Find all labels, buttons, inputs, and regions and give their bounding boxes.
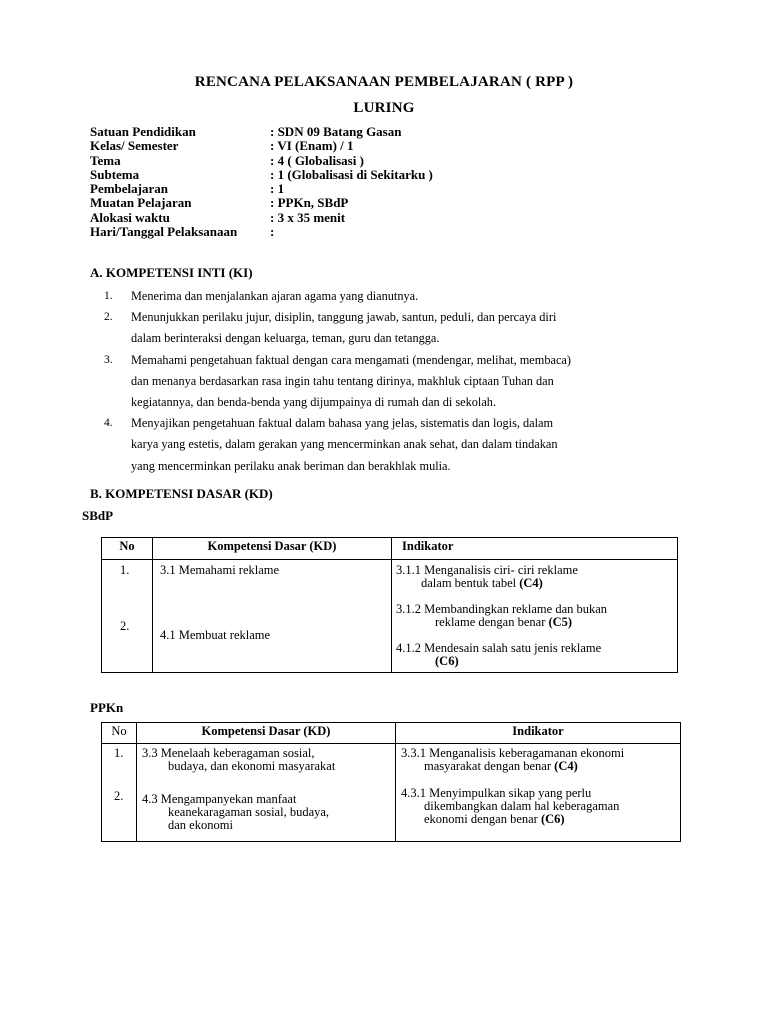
- info-value: : 4 ( Globalisasi ): [270, 152, 364, 168]
- ki-line: yang mencerminkan perilaku anak beriman dan berakhlak mulia.: [131, 458, 451, 473]
- ki-number: 1.: [104, 290, 113, 302]
- table-row: [102, 560, 678, 673]
- kd-table-sbdp: [101, 537, 678, 673]
- kd-text: dan ekonomi: [168, 818, 233, 832]
- kd-table-ppkn: [101, 722, 681, 842]
- ki-number: 2.: [104, 311, 113, 324]
- cell-no: [102, 560, 153, 673]
- info-value: : 1 (Globalisasi di Sekitarku ): [270, 166, 433, 182]
- cell-indikator: [392, 560, 678, 673]
- ki-line: Memahami pengetahuan faktual dengan cara mengamati (mendengar, melihat, membaca): [131, 352, 571, 367]
- cell-indikator: [396, 744, 681, 842]
- info-label: Tema: [90, 152, 121, 168]
- ki-item-4: [104, 413, 684, 477]
- ki-item-3: [104, 350, 684, 414]
- info-label: Hari/Tanggal Pelaksanaan: [90, 224, 238, 240]
- kd-text: 4.3 Mengampanyekan manfaat: [142, 792, 297, 806]
- info-value: :: [270, 224, 275, 240]
- indikator-text: 3.3.1 Menganalisis keberagamanan ekonomi: [401, 746, 625, 760]
- kd-text: keanekaragaman sosial, budaya,: [168, 805, 330, 819]
- ki-number: 4.: [104, 417, 113, 430]
- indikator-text: 4.3.1 Menyimpulkan sikap yang perlu: [401, 786, 592, 800]
- kd-text: 3.3 Menelaah keberagaman sosial,: [142, 746, 315, 760]
- ki-line: Menyajikan pengetahuan faktual dalam bahasa yang jelas, sistematis dan logis, dalam: [131, 416, 554, 431]
- ki-number: 3.: [104, 353, 113, 366]
- ki-line: dan menanya berdasarkan rasa ingin tahu tentang dirinya, makhluk ciptaan Tuhan dan: [131, 373, 554, 388]
- indikator-text: 3.1.2 Membandingkan reklame dan bukan: [396, 602, 608, 616]
- indikator-text: 4.1.2 Mendesain salah satu jenis reklame: [396, 641, 602, 655]
- subject-label-ppkn: PPKn: [90, 700, 124, 715]
- indikator-text: ekonomi dengan benar (C6): [424, 812, 565, 826]
- kd-text: 4.1 Membuat reklame: [160, 628, 271, 642]
- ki-item-1: [104, 286, 684, 307]
- cell-kd: [137, 744, 396, 842]
- info-label: Muatan Pelajaran: [90, 195, 192, 211]
- kd-text: 3.1 Memahami reklame: [160, 563, 280, 577]
- indikator-text: dalam bentuk tabel (C4): [421, 576, 543, 590]
- info-value: : SDN 09 Batang Gasan: [270, 124, 402, 139]
- cognitive-level-tag: (C4): [554, 759, 578, 773]
- document-subtitle: LURING: [353, 100, 415, 116]
- ki-line: Menunjukkan perilaku jujur, disiplin, tanggung jawab, santun, peduli, dan percaya diri: [131, 310, 557, 325]
- column-header-kd: Kompetensi Dasar (KD): [153, 538, 392, 560]
- info-label: Kelas/ Semester: [90, 138, 179, 154]
- info-value: : PPKn, SBdP: [270, 195, 349, 211]
- info-value: : 1: [270, 181, 285, 197]
- info-label: Subtema: [90, 166, 140, 182]
- ki-line: kegiatannya, dan benda-benda yang dijumpainya di rumah dan di sekolah.: [131, 395, 497, 410]
- cognitive-level-tag: (C5): [548, 615, 573, 629]
- row-number: 2.: [114, 789, 124, 803]
- ki-line: dalam berinteraksi dengan keluarga, teman, guru dan tetangga.: [131, 331, 440, 346]
- table-header-row: [102, 723, 681, 744]
- info-value: : VI (Enam) / 1: [270, 138, 354, 154]
- cell-kd: [153, 560, 392, 673]
- indikator-text: dikembangkan dalam hal keberagaman: [424, 799, 620, 813]
- kd-text: budaya, dan ekonomi masyarakat: [168, 759, 336, 773]
- section-heading-kd: B. KOMPETENSI DASAR (KD): [90, 486, 273, 501]
- info-label: Alokasi waktu: [90, 209, 170, 225]
- ki-line: karya yang estetis, dalam gerakan yang mencerminkan anak sehat, dan dalam tindakan: [131, 437, 558, 452]
- column-header-no: No: [102, 723, 137, 744]
- cognitive-level-tag: (C6): [435, 654, 459, 668]
- indikator-text: 3.1.1 Menganalisis ciri- ciri reklame: [396, 563, 578, 577]
- cognitive-level-tag: (C4): [519, 576, 543, 590]
- cell-no: [102, 744, 137, 842]
- row-number: 1.: [114, 746, 124, 760]
- indikator-text: reklame dengan benar (C5): [435, 615, 573, 629]
- row-number: 1.: [120, 563, 130, 577]
- ki-list: [104, 286, 684, 477]
- table-header-row: [102, 538, 678, 560]
- column-header-no: No: [102, 538, 153, 560]
- row-number: 2.: [120, 619, 130, 633]
- table-row: [102, 744, 681, 842]
- column-header-kd: Kompetensi Dasar (KD): [137, 723, 396, 744]
- indikator-text: masyarakat dengan benar (C4): [424, 759, 578, 773]
- subject-label-sbdp: SBdP: [82, 508, 114, 523]
- info-label: Satuan Pendidikan: [90, 124, 196, 139]
- section-heading-ki: A. KOMPETENSI INTI (KI): [90, 265, 253, 280]
- info-label: Pembelajaran: [90, 181, 168, 197]
- column-header-indikator: Indikator: [392, 538, 678, 560]
- document-title: RENCANA PELAKSANAAN PEMBELAJARAN ( RPP ): [194, 74, 574, 90]
- cognitive-level-tag: (C6): [540, 812, 565, 826]
- ki-item-2: [104, 307, 684, 349]
- ki-line: Menerima dan menjalankan ajaran agama yang dianutnya.: [131, 289, 419, 303]
- column-header-indikator: Indikator: [396, 723, 681, 744]
- info-value: : 3 x 35 menit: [270, 209, 346, 225]
